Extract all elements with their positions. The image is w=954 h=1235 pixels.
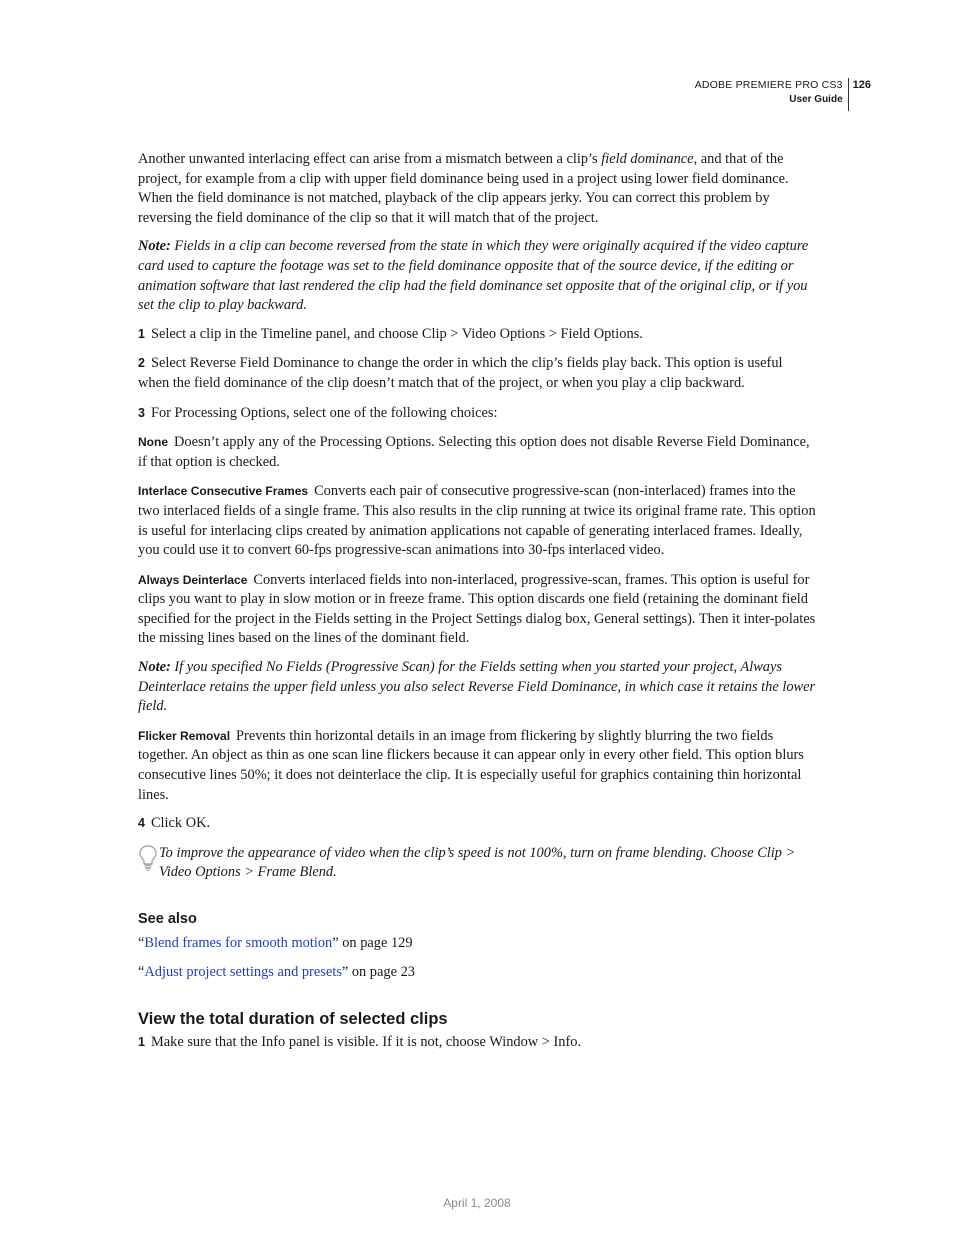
step-number: 2 — [138, 356, 145, 371]
step-item — [138, 404, 816, 424]
see-also-item — [138, 934, 816, 954]
option-text: Prevents thin horizontal details in an image from flickering by slightly blurring the two fields together. An object as thin as one scan line flickers because it can appear only in every other field. This option blurs consecutive lines 50%; it does not deinterlace the clip. It is especially useful for graphics containing thin horizontal lines. — [138, 727, 804, 803]
tip-text: To improve the appearance of video when the clip’s speed is not 100%, turn on frame blending. Choose Clip > Video Options > Frame Blend. — [159, 844, 796, 881]
step-item — [138, 814, 816, 834]
page-number: 126 — [852, 79, 871, 91]
option-text: Converts interlaced fields into non-interlaced, progressive-scan, frames. This option is useful for clips you want to play in slow motion or in freeze frame. This option discards one field (retaining the dominant field specified for the project in the Fields setting in the Project Settings dialog box, General settings). Then it inter-polates the missing lines based on the lines of the dominant field. — [138, 571, 816, 647]
page-body — [138, 150, 816, 1053]
page-reference: ” on page 129 — [332, 935, 413, 951]
step-number: 1 — [138, 326, 145, 341]
step-number: 1 — [138, 1035, 145, 1050]
page-reference: ” on page 23 — [341, 963, 415, 980]
intro-paragraph — [138, 150, 816, 228]
option-item — [138, 433, 816, 472]
step-text: Make sure that the Info panel is visible. If it is not, choose Window > Info. — [150, 1034, 582, 1051]
step-number: 4 — [138, 816, 145, 831]
quote-open: “ — [138, 963, 145, 980]
option-text: Converts each pair of consecutive progressive-scan (non-interlaced) frames into the two interlaced fields of a single frame. This also results in the clip running at twice its original frame rate. This option is useful for interlacing clips created by animation applications not capable of generating interlaced frames. Ideally, you could use it to convert 60-fps progressive-scan animations into 30-fps interlaced video. — [138, 483, 816, 559]
note-paragraph — [138, 237, 816, 315]
header-titles — [695, 78, 849, 111]
intro-emphasis: field dominance — [601, 151, 694, 167]
step-text: Select Reverse Field Dominance to change the order in which the clip’s fields play back. This option is useful when the field dominance of the clip doesn’t match that of the project, or when you play a clip backward. — [138, 355, 783, 391]
option-item — [138, 482, 816, 560]
lightbulb-icon — [138, 844, 158, 872]
step-text: For Processing Options, select one of the following choices: — [150, 404, 498, 421]
product-name: ADOBE PREMIERE PRO CS3 — [694, 79, 843, 91]
intro-text-2: , and that of the project, for example from a clip with upper field dominance being used in a project using lower field dominance. When the field dominance is not matched, playback of the clip appears jerky. You can correct this problem by reversing the field dominance of the clip so that it will match that of the project. — [138, 151, 789, 226]
intro-text-1: Another unwanted interlacing effect can arise from a mismatch between a clip’s — [138, 151, 602, 167]
step-text: Click OK. — [150, 815, 211, 832]
note-label: Note: — [138, 659, 171, 676]
page-header — [695, 78, 871, 111]
note-text: Fields in a clip can become reversed from the state in which they were originally acquired if the video capture card used to capture the footage was set to the field dominance opposite that of the source device, if the editing or animation software that last rendered the clip had the field dominance set opposite that of the original clip, or if you set the clip to play backward. — [138, 238, 809, 314]
see-also-link-project-settings[interactable]: Adjust project settings and presets — [144, 963, 342, 980]
option-text: Doesn’t apply any of the Processing Options. Selecting this option does not disable Reverse Field Dominance, if that option is checked. — [138, 434, 810, 470]
option-term: Flicker Removal — [138, 728, 231, 743]
option-item — [138, 727, 816, 805]
see-also-link-blend-frames[interactable]: Blend frames for smooth motion — [144, 935, 333, 951]
quote-open: “ — [138, 935, 145, 951]
see-also-item — [138, 963, 816, 983]
step-text: Select a clip in the Timeline panel, and choose Clip > Video Options > Field Options. — [150, 325, 643, 342]
section-heading: View the total duration of selected clips — [138, 1010, 448, 1029]
option-term: None — [138, 435, 168, 450]
step-item — [138, 1033, 816, 1053]
step-number: 3 — [138, 405, 145, 420]
tip-block — [138, 844, 816, 883]
step-item — [138, 354, 816, 393]
option-term: Always Deinterlace — [138, 572, 248, 587]
guide-name: User Guide — [789, 94, 843, 105]
footer-date: April 1, 2008 — [443, 1196, 511, 1210]
see-also-heading: See also — [138, 911, 197, 927]
option-item — [138, 571, 816, 649]
note-text: If you specified No Fields (Progressive Scan) for the Fields setting when you started your project, Always Deinterlace retains the upper field unless you also select Reverse Field Dominance, in which case it retains the lower field. — [138, 659, 816, 715]
note-label: Note: — [138, 238, 171, 255]
note-paragraph — [138, 658, 816, 717]
step-item — [138, 325, 816, 345]
option-term: Interlace Consecutive Frames — [138, 484, 309, 499]
